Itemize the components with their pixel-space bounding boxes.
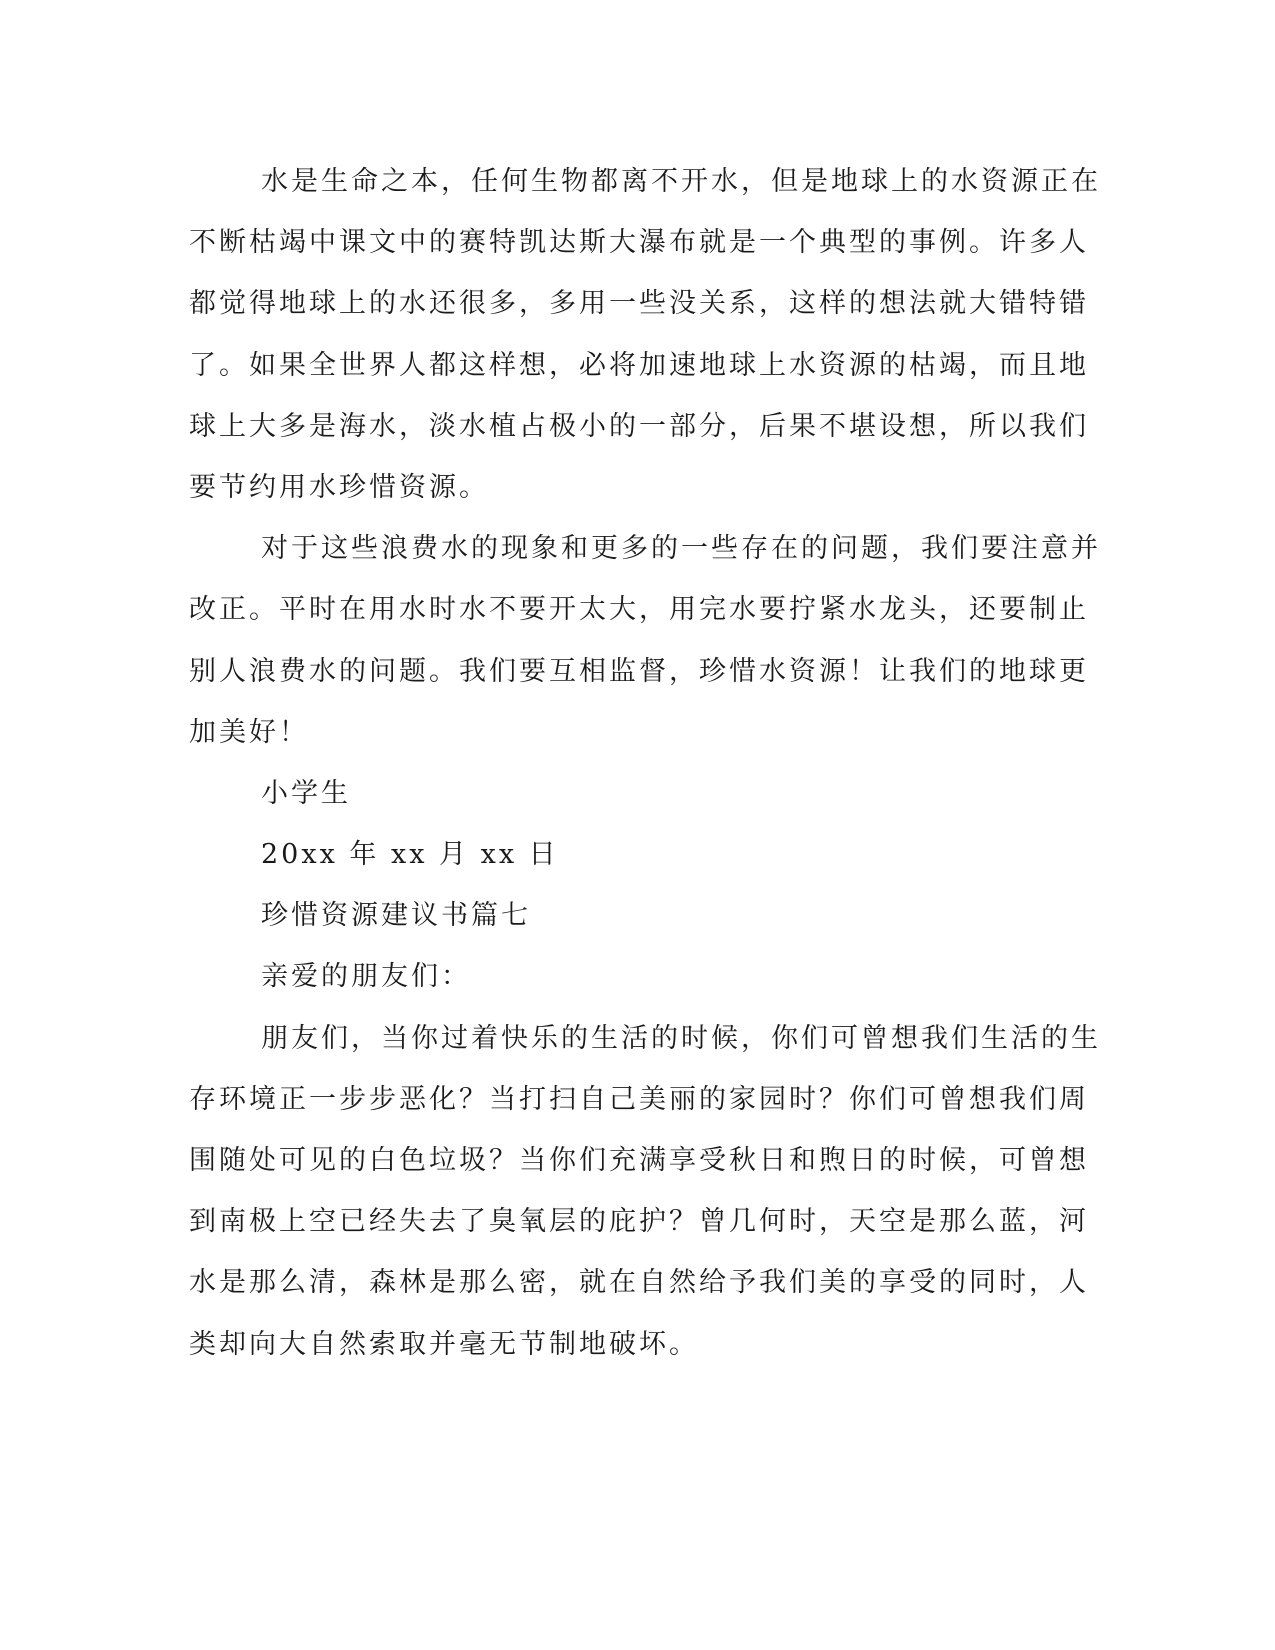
paragraph-line: 改正。平时在用水时水不要开太大，用完水要拧紧水龙头，还要制止 (189, 594, 1089, 626)
section-title: 珍惜资源建议书篇七 (261, 900, 531, 932)
paragraph-line: 要节约用水珍惜资源。 (189, 471, 489, 503)
paragraph-line: 加美好！ (189, 716, 309, 748)
paragraph-water-resources (189, 151, 1101, 518)
paragraph-environment (189, 1008, 1101, 1375)
salutation: 亲爱的朋友们： (261, 961, 471, 993)
paragraph-line: 到南极上空已经失去了臭氧层的庇护？曾几何时，天空是那么蓝，河 (189, 1206, 1089, 1238)
paragraph-line: 水是生命之本，任何生物都离不开水，但是地球上的水资源正在 (261, 166, 1101, 197)
signature: 小学生 (261, 777, 351, 809)
paragraph-line: 都觉得地球上的水还很多，多用一些没关系，这样的想法就大错特错 (189, 288, 1089, 320)
date-line: 20xx 年 xx 月 xx 日 (261, 839, 559, 871)
paragraph-line: 了。如果全世界人都这样想，必将加速地球上水资源的枯竭，而且地 (189, 349, 1089, 381)
paragraph-line: 球上大多是海水，淡水植占极小的一部分，后果不堪设想，所以我们 (189, 410, 1089, 442)
paragraph-line: 类却向大自然索取并毫无节制地破坏。 (189, 1328, 699, 1360)
paragraph-line: 存环境正一步步恶化？当打扫自己美丽的家园时？你们可曾想我们周 (189, 1083, 1089, 1115)
paragraph-line: 水是那么清，森林是那么密，就在自然给予我们美的享受的同时，人 (189, 1267, 1089, 1299)
paragraph-line: 别人浪费水的问题。我们要互相监督，珍惜水资源！让我们的地球更 (189, 655, 1089, 687)
paragraph-line: 围随处可见的白色垃圾？当你们充满享受秋日和煦日的时候，可曾想 (189, 1145, 1089, 1176)
document-body (189, 151, 1101, 1375)
paragraph-waste-problems (189, 518, 1101, 763)
paragraph-line: 对于这些浪费水的现象和更多的一些存在的问题，我们要注意并 (261, 533, 1101, 565)
paragraph-line: 朋友们，当你过着快乐的生活的时候，你们可曾想我们生活的生 (261, 1022, 1101, 1054)
paragraph-line: 不断枯竭中课文中的赛特凯达斯大瀑布就是一个典型的事例。许多人 (189, 227, 1089, 259)
